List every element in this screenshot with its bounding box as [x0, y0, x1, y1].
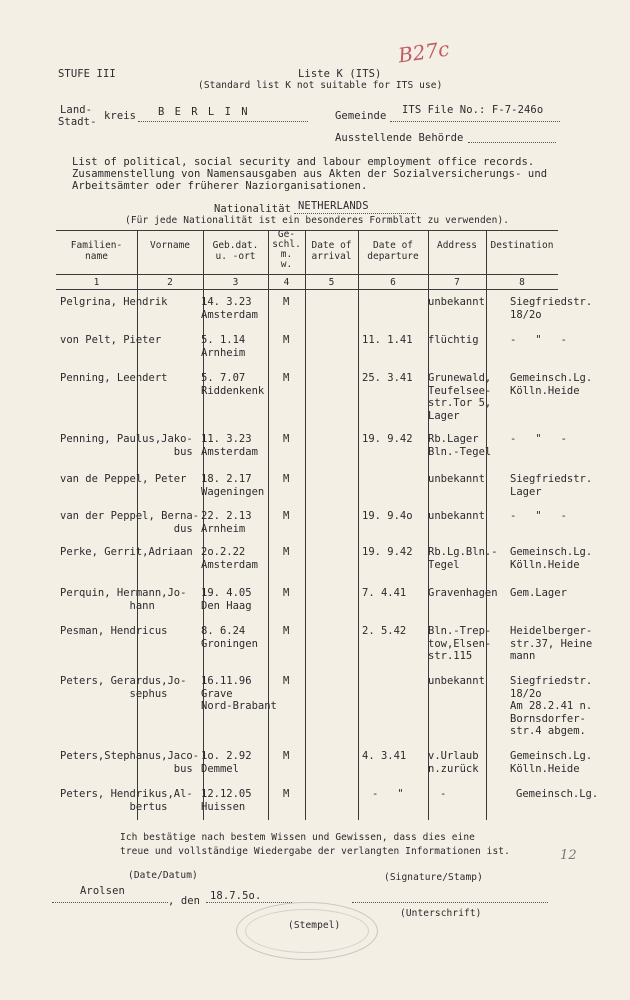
row-name: Pelgrina, Hendrik — [60, 296, 168, 308]
description-line-3: Arbeitsämter oder früherer Naziorganisationen. — [72, 180, 368, 192]
row-destination: Siegfriedstr. 18/2o Am 28.2.41 n. Bornsdorfer- str.4 abgem. — [510, 675, 593, 737]
date-dotted-line — [206, 902, 292, 903]
column-divider — [268, 230, 269, 820]
row-departure: - " — [372, 788, 404, 800]
nationality-value: NETHERLANDS — [298, 200, 369, 212]
row-destination: Siegfriedstr. Lager — [510, 473, 593, 498]
row-departure: 2. 5.42 — [362, 625, 407, 637]
faded-stamp — [236, 902, 378, 960]
date-label: (Date/Datum) — [128, 870, 198, 881]
nationality-dotted-line — [294, 213, 416, 214]
row-destination: Gemeinsch.Lg. Kölln.Heide — [510, 372, 593, 397]
column-header-familienname: Familien- name — [70, 240, 123, 262]
row-name: von Pelt, Pieter — [60, 334, 162, 346]
row-born: 14. 3.23 Amsterdam — [201, 296, 258, 321]
row-sex: M — [283, 625, 290, 637]
kreis-label: kreis — [104, 110, 137, 122]
row-departure: 4. 3.41 — [362, 750, 407, 762]
row-destination: Heidelberger- str.37, Heine mann — [510, 625, 593, 662]
row-address: unbekannt — [428, 510, 485, 522]
row-sex: M — [283, 788, 290, 800]
row-address: Rb.Lg.Bln.- Tegel — [428, 546, 498, 571]
row-address: Bln.-Trep- tow,Elsen- str.115 — [428, 625, 492, 662]
column-divider — [486, 230, 487, 820]
den-label: , den — [168, 895, 201, 907]
signature-label: (Signature/Stamp) — [384, 872, 483, 883]
column-header-departure: Date of departure — [367, 240, 419, 262]
row-sex: M — [283, 334, 290, 346]
row-name: van de Peppel, Peter — [60, 473, 187, 485]
column-number: 7 — [454, 277, 460, 288]
stufe-label: STUFE III — [58, 68, 116, 80]
row-address: unbekannt — [428, 296, 485, 308]
row-departure: 25. 3.41 — [362, 372, 413, 384]
row-name: van der Peppel, Berna- dus — [60, 510, 200, 535]
ausstellende-label: Ausstellende Behörde — [335, 132, 464, 144]
column-header-destination: Destination — [490, 240, 554, 251]
row-address: flüchtig — [428, 334, 479, 346]
row-name: Peters, Hendrikus,Al- bertus — [60, 788, 193, 813]
row-born: 16.11.96 Grave Nord-Brabant — [201, 675, 277, 712]
row-name: Penning, Paulus,Jako- bus — [60, 433, 193, 458]
ausstellende-dotted-line — [468, 142, 556, 143]
row-born: 2o.2.22 Amsterdam — [201, 546, 258, 571]
row-destination: - " - — [510, 433, 567, 445]
its-file-number: ITS File No.: F-7-246o — [402, 104, 544, 116]
land-label: Land- — [60, 104, 93, 116]
row-address: unbekannt — [428, 473, 485, 485]
row-born: 12.12.05 Huissen — [201, 788, 252, 813]
row-destination: Siegfriedstr. 18/2o — [510, 296, 593, 321]
row-sex: M — [283, 372, 290, 384]
column-number: 2 — [167, 277, 173, 288]
row-sex: M — [283, 433, 290, 445]
column-header-geburt: Geb.dat. u. -ort — [212, 240, 259, 262]
row-destination: Gem.Lager — [510, 587, 567, 599]
row-sex: M — [283, 510, 290, 522]
row-born: 5. 1.14 Arnheim — [201, 334, 246, 359]
row-born: 11. 3.23 Amsterdam — [201, 433, 258, 458]
row-born: 1o. 2.92 Demmel — [201, 750, 252, 775]
row-name: Peters, Gerardus,Jo- sephus — [60, 675, 187, 700]
place-value: Arolsen — [80, 885, 125, 897]
kreis-dotted-line — [138, 121, 308, 122]
column-number: 6 — [390, 277, 396, 288]
row-departure: 11. 1.41 — [362, 334, 413, 346]
row-departure: 19. 9.4o — [362, 510, 413, 522]
page-mark: 12 — [560, 848, 577, 863]
row-departure: 19. 9.42 — [362, 546, 413, 558]
row-name: Perke, Gerrit,Adriaan — [60, 546, 193, 558]
row-name: Pesman, Hendricus — [60, 625, 168, 637]
column-divider — [305, 230, 306, 820]
unterschrift-label: (Unterschrift) — [400, 908, 482, 919]
column-number: 5 — [328, 277, 335, 288]
confirmation-line-1: Ich bestätige nach bestem Wissen und Gewissen, dass dies eine — [120, 832, 475, 843]
column-number: 8 — [519, 277, 525, 288]
row-sex: M — [283, 546, 290, 558]
row-destination: Gemeinsch.Lg. — [516, 788, 599, 800]
table-top-rule — [56, 230, 558, 231]
stadt-label: Stadt- — [58, 116, 97, 128]
row-address: Grunewald, Teufelsee- str.Tor 5, Lager — [428, 372, 492, 422]
column-header-arrival: Date of arrival — [311, 240, 352, 262]
column-header-address: Address — [436, 240, 478, 251]
nationality-label: Nationalität — [214, 203, 292, 215]
row-name: Perquin, Hermann,Jo- hann — [60, 587, 187, 612]
column-divider — [428, 230, 429, 820]
row-departure: 19. 9.42 — [362, 433, 413, 445]
row-sex: M — [283, 473, 290, 485]
confirmation-line-2: treue und vollständige Wiedergabe der verlangten Informationen ist. — [120, 846, 510, 857]
stempel-label: (Stempel) — [288, 920, 341, 931]
column-divider — [358, 230, 359, 820]
row-sex: M — [283, 587, 290, 599]
column-header-geschlecht: Ge- schl. m. w. — [272, 229, 301, 270]
standard-note: (Standard list K not suitable for ITS use) — [198, 80, 443, 91]
handwritten-mark: B27c — [396, 36, 451, 68]
nationality-note: (Für jede Nationalität ist ein besonderes Formblatt zu verwenden). — [125, 215, 510, 226]
gemeinde-label: Gemeinde — [335, 110, 387, 122]
row-address: unbekannt — [428, 675, 485, 687]
column-header-vorname: Vorname — [149, 240, 191, 251]
row-name: Peters,Stephanus,Jaco- bus — [60, 750, 200, 775]
liste-label: Liste K (ITS) — [298, 68, 382, 80]
row-sex: M — [283, 750, 290, 762]
row-destination: - " - — [510, 334, 567, 346]
kreis-value: B E R L I N — [158, 106, 250, 118]
row-address: v.Urlaub n.zurück — [428, 750, 479, 775]
gemeinde-dotted-line — [390, 121, 560, 122]
row-name: Penning, Leendert — [60, 372, 168, 384]
table-header-rule — [56, 274, 558, 275]
description-line-2: Zusammenstellung von Namensausgaben aus Akten der Sozialversicherungs- und — [72, 168, 548, 180]
row-destination: Gemeinsch.Lg. Kölln.Heide — [510, 750, 593, 775]
signature-dotted-line — [352, 902, 548, 903]
column-number: 3 — [232, 277, 239, 288]
column-number: 1 — [93, 277, 100, 288]
row-born: 22. 2.13 Arnheim — [201, 510, 252, 535]
row-born: 5. 7.07 Riddenkenk — [201, 372, 265, 397]
description-line-1: List of political, social security and labour employment office records. — [72, 156, 535, 168]
row-born: 8. 6.24 Groningen — [201, 625, 258, 650]
row-sex: M — [283, 296, 290, 308]
place-dotted-line — [52, 902, 168, 903]
row-address: Rb.Lager Bln.-Tegel — [428, 433, 492, 458]
row-address: Gravenhagen — [428, 587, 498, 599]
row-sex: M — [283, 675, 290, 687]
row-born: 18. 2.17 Wageningen — [201, 473, 265, 498]
row-destination: Gemeinsch.Lg. Kölln.Heide — [510, 546, 593, 571]
row-departure: 7. 4.41 — [362, 587, 407, 599]
column-number: 4 — [283, 277, 290, 288]
row-born: 19. 4.05 Den Haag — [201, 587, 252, 612]
table-number-rule — [56, 289, 558, 290]
date-value: 18.7.5o. — [210, 890, 262, 902]
row-address: - — [440, 788, 447, 800]
row-destination: - " - — [510, 510, 567, 522]
